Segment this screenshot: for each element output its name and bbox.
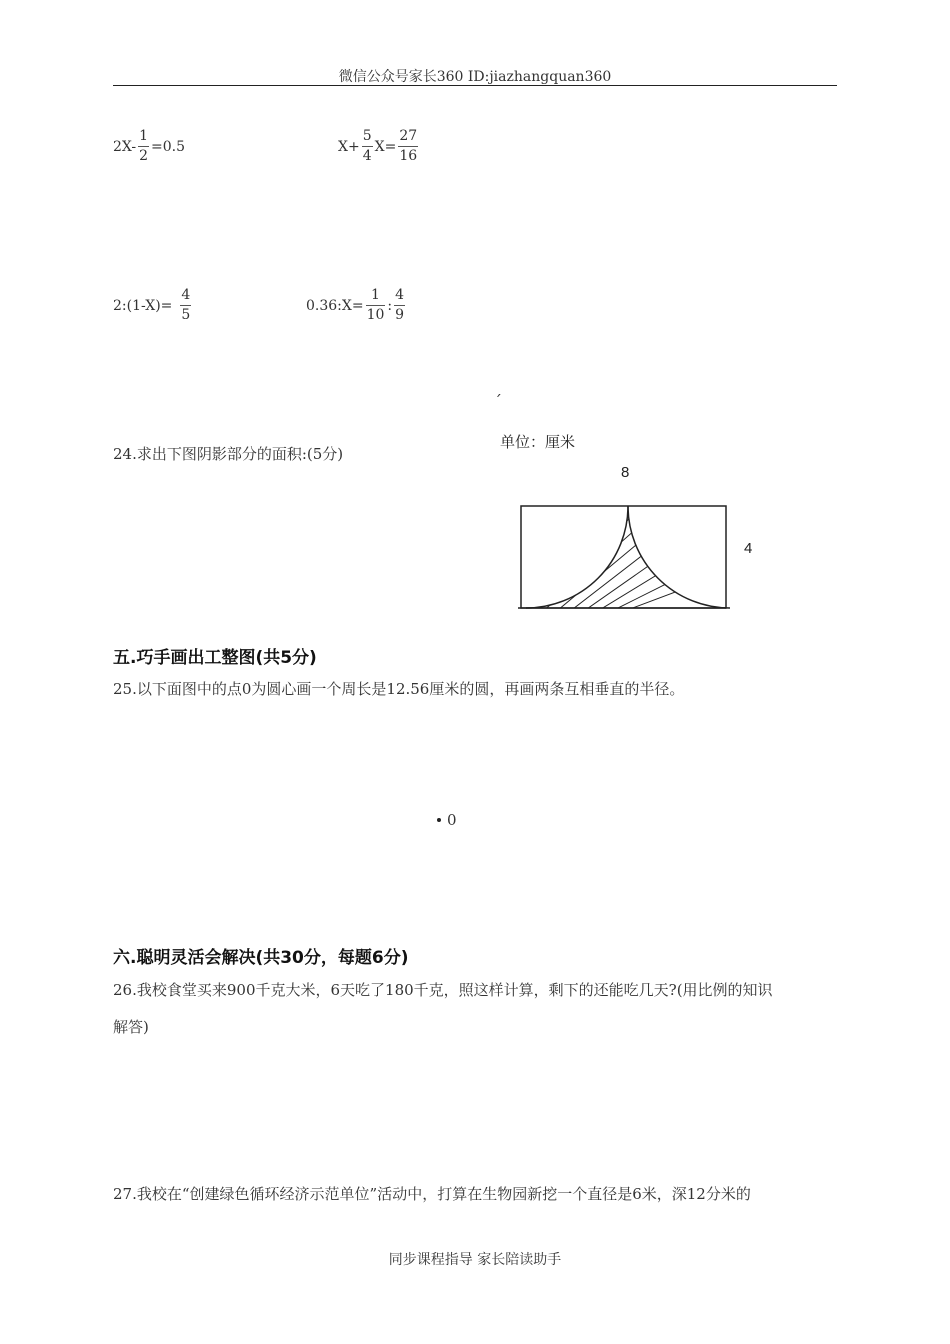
unit-label: 单位：厘米 [500, 434, 576, 451]
equation-4-fraction-b [394, 287, 405, 324]
point-label: 0 [447, 811, 457, 829]
fraction-denominator: 5 [181, 307, 191, 323]
equation-2 [338, 128, 420, 165]
question-24: 24.求出下图阴影部分的面积:(5分) [113, 445, 344, 463]
fraction-numerator: 5 [362, 128, 372, 144]
section-5-title: 五.巧手画出工整图(共5分) [113, 648, 317, 668]
equation-1 [113, 128, 185, 165]
fraction-denominator: 4 [362, 148, 372, 164]
question-26-line-2: 解答) [113, 1018, 149, 1036]
fraction-denominator: 10 [366, 307, 385, 323]
equation-2-fraction-b [398, 128, 418, 165]
equation-4-prefix: 0.36:X= [306, 297, 364, 314]
equation-2-fraction-a [362, 128, 373, 165]
equation-3-fraction [180, 287, 191, 324]
figure-width-label: 8 [621, 464, 630, 481]
page-footer: 同步课程指导 家长陪读助手 [388, 1252, 562, 1268]
fraction-denominator: 9 [395, 307, 405, 323]
equation-1-suffix: =0.5 [151, 138, 186, 155]
fraction-denominator: 16 [399, 148, 418, 164]
question-27-line-1: 27.我校在“创建绿色循环经济示范单位”活动中，打算在生物园新挖一个直径是6米，深12分米的 [113, 1185, 751, 1203]
equation-3-prefix: 2:(1-X)= [113, 297, 173, 314]
equation-4-mid: : [387, 297, 393, 314]
fraction-numerator: 1 [371, 287, 380, 303]
fraction-numerator: 4 [181, 287, 191, 303]
fraction-numerator: 27 [399, 128, 418, 144]
figure-height-label: 4 [744, 540, 753, 557]
page-header: 微信公众号家长360 ID:jiazhangquan360 [338, 69, 612, 85]
shaded-area-figure [514, 500, 734, 615]
equation-2-mid: X= [374, 138, 397, 155]
equation-4-fraction-a [366, 287, 386, 324]
question-25: 25.以下面图中的点0为圆心画一个周长是12.56厘米的圆，再画两条互相垂直的半径。 [113, 680, 685, 698]
fraction-numerator: 1 [139, 128, 149, 144]
section-6-title: 六.聪明灵活会解决(共30分，每题6分) [113, 948, 409, 968]
equation-4 [306, 287, 407, 324]
fraction-denominator: 2 [139, 148, 149, 164]
equation-1-prefix: 2X- [113, 138, 137, 155]
center-point [437, 811, 457, 829]
question-26-line-1: 26.我校食堂买来900千克大米，6天吃了180千克，照这样计算，剩下的还能吃几天?(用比例的知识 [113, 981, 773, 999]
equation-2-prefix: X+ [338, 138, 360, 155]
equation-1-fraction [138, 128, 149, 165]
point-dot [437, 818, 441, 822]
fraction-numerator: 4 [395, 287, 405, 303]
equation-3 [113, 287, 193, 324]
stray-mark: ˊ [494, 392, 502, 411]
header-rule [113, 85, 837, 86]
